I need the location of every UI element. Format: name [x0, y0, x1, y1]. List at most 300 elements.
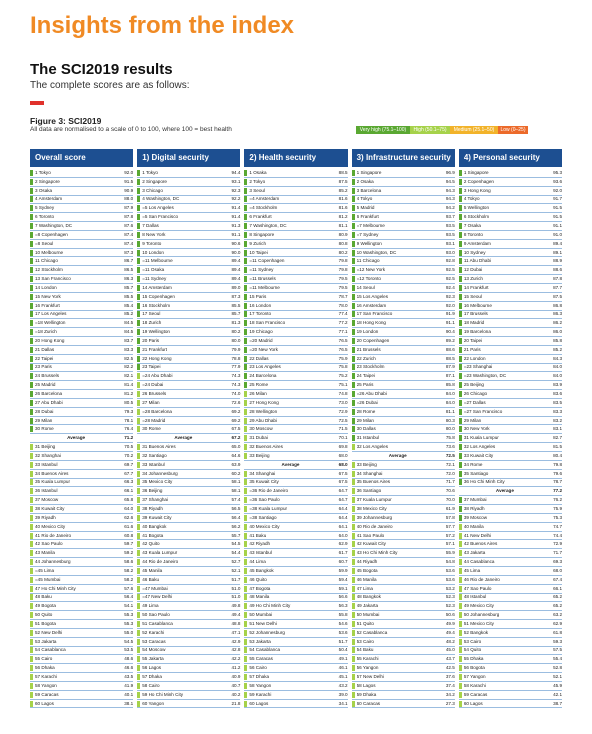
score-value: 80.0 — [231, 337, 241, 343]
score-value: 57.5 — [553, 647, 563, 653]
score-value: 80.9 — [338, 231, 348, 237]
score-value: 52.1 — [553, 674, 563, 680]
score-value: 72.9 — [553, 541, 563, 547]
table-row — [30, 337, 133, 346]
score-value: 84.0 — [553, 373, 563, 379]
score-value: 70.5 — [124, 444, 134, 450]
score-band-marker — [137, 196, 140, 202]
score-band-marker — [30, 347, 33, 353]
city-name: 41 Baku — [249, 532, 267, 538]
city-name: 39 Riyadh — [35, 514, 56, 520]
score-band-marker — [137, 373, 140, 379]
score-band-marker — [352, 285, 355, 291]
city-name: =12 New York — [356, 267, 386, 273]
table-row — [137, 691, 240, 700]
score-value: 55.3 — [124, 612, 134, 618]
city-name: 25 Beijing — [463, 382, 484, 388]
score-value: 92.3 — [445, 293, 455, 299]
score-band-marker — [352, 188, 355, 194]
city-name: 31 Beijing — [35, 444, 56, 450]
score-band-marker — [244, 214, 247, 220]
table-row — [244, 620, 347, 629]
score-value: 59.2 — [124, 550, 134, 556]
score-band-marker — [30, 506, 33, 512]
table-row — [137, 479, 240, 488]
city-name: 22 Dallas — [249, 355, 269, 361]
score-band-marker — [30, 329, 33, 335]
table-row — [30, 638, 133, 647]
score-value: 46.6 — [124, 665, 134, 671]
score-band-marker — [244, 356, 247, 362]
score-band-marker — [244, 488, 247, 494]
score-value: 51.7 — [338, 638, 348, 644]
score-band-marker — [352, 214, 355, 220]
score-band-marker — [30, 630, 33, 636]
score-value: 82.1 — [124, 373, 134, 379]
score-band-marker — [352, 329, 355, 335]
score-value: 52.3 — [445, 603, 455, 609]
score-value: 66.3 — [124, 479, 134, 485]
city-name: 7 Osaka — [463, 222, 481, 228]
score-value: 70.6 — [445, 488, 455, 494]
score-band-marker — [137, 391, 140, 397]
city-name: 56 Yangon — [356, 665, 379, 671]
table-row — [244, 567, 347, 576]
table-row — [137, 461, 240, 470]
table-row — [137, 319, 240, 328]
score-value: 76.5 — [338, 337, 348, 343]
score-value: 87.5 — [553, 293, 563, 299]
city-name: 31 Buenos Aires — [142, 444, 176, 450]
city-name: =23 Washington, DC — [463, 373, 507, 379]
score-value: 75.3 — [553, 514, 563, 520]
score-value: 92.0 — [553, 187, 563, 193]
score-value: 61.6 — [124, 523, 134, 529]
score-band-marker — [30, 701, 33, 707]
score-band-marker — [244, 683, 247, 689]
score-band-marker — [137, 418, 140, 424]
city-name: 44 Rio de Janeiro — [142, 559, 179, 565]
score-band-marker — [352, 701, 355, 707]
score-value: 81.3 — [231, 320, 241, 326]
score-value: 76.4 — [124, 426, 134, 432]
score-value: 57.2 — [445, 532, 455, 538]
table-row — [30, 487, 133, 496]
city-name: 29 Abu Dhabi — [249, 417, 277, 423]
score-band-marker — [30, 276, 33, 282]
score-value: 62.9 — [338, 541, 348, 547]
table-row — [30, 372, 133, 381]
city-name: 11 Chicago — [35, 258, 58, 264]
score-value: 81.1 — [445, 408, 455, 414]
table-row — [137, 532, 240, 541]
table-row — [137, 700, 240, 709]
score-band-marker — [244, 373, 247, 379]
table-row — [30, 222, 133, 231]
score-band-marker — [137, 701, 140, 707]
score-value: 94.5 — [445, 178, 455, 184]
city-name: 1 Tokyo — [35, 169, 51, 175]
score-band-marker — [459, 701, 462, 707]
score-band-marker — [459, 462, 462, 468]
score-band-marker — [244, 382, 247, 388]
city-name: 39 Kuwait City — [142, 514, 172, 520]
city-name: 53 Cairo — [463, 638, 482, 644]
score-value: 79.8 — [338, 267, 348, 273]
city-name: 30 Rome — [35, 426, 54, 432]
table-row — [137, 204, 240, 213]
table-row — [137, 611, 240, 620]
score-band-marker — [244, 568, 247, 574]
score-band-marker — [244, 541, 247, 547]
city-name: 16 Amsterdam — [356, 302, 387, 308]
score-value: 84.0 — [445, 399, 455, 405]
table-row — [30, 213, 133, 222]
city-name: 49 Ho Chi Minh City — [249, 603, 291, 609]
table-row — [244, 381, 347, 390]
score-value: 86.3 — [553, 311, 563, 317]
city-name: 17 San Francisco — [356, 311, 393, 317]
city-name: 21 Dallas — [35, 346, 55, 352]
table-row — [137, 266, 240, 275]
score-band-marker — [30, 488, 33, 494]
table-row — [30, 585, 133, 594]
city-name: 59 Dhaka — [356, 691, 377, 697]
score-band-marker — [244, 524, 247, 530]
score-value: 54.6 — [338, 620, 348, 626]
table-row — [459, 443, 562, 452]
score-value: 81.6 — [338, 205, 348, 211]
city-name: 36 Istanbul — [35, 488, 58, 494]
score-band-marker — [352, 426, 355, 432]
score-value: 43.2 — [338, 682, 348, 688]
score-value: 55.7 — [231, 532, 241, 538]
table-row — [352, 231, 455, 240]
city-name: 12 Dubai — [463, 267, 483, 273]
score-band-marker — [459, 382, 462, 388]
score-band-marker — [459, 479, 462, 485]
score-column — [30, 149, 133, 729]
table-row — [244, 240, 347, 249]
score-value: 42.1 — [553, 691, 563, 697]
average-row — [459, 487, 562, 496]
score-band-marker — [30, 214, 33, 220]
score-value: 49.4 — [445, 629, 455, 635]
table-row — [459, 355, 562, 364]
city-name: 40 Manila — [463, 523, 484, 529]
score-value: 85.5 — [124, 293, 134, 299]
score-value: 69.8 — [338, 444, 348, 450]
city-name: 32 Shanghai — [35, 452, 61, 458]
city-name: 23 Los Angeles — [249, 364, 281, 370]
score-value: 65.8 — [124, 497, 134, 503]
score-value: 52.8 — [553, 665, 563, 671]
city-name: 18 Madrid — [463, 320, 485, 326]
score-band-marker — [352, 196, 355, 202]
score-band-marker — [30, 692, 33, 698]
score-band-marker — [30, 196, 33, 202]
score-band-marker — [30, 303, 33, 309]
score-value: 76.2 — [553, 497, 563, 503]
score-band-marker — [459, 444, 462, 450]
score-value: 94.4 — [231, 169, 241, 175]
score-value: 67.5 — [231, 426, 241, 432]
score-band-marker — [137, 568, 140, 574]
score-value: 53.6 — [445, 576, 455, 582]
score-value: 78.7 — [338, 293, 348, 299]
score-value: 67.4 — [553, 576, 563, 582]
score-value: 57.1 — [445, 541, 455, 547]
table-row — [459, 346, 562, 355]
score-band-marker — [30, 639, 33, 645]
score-band-marker — [459, 418, 462, 424]
city-name: 11 Abu Dhabi — [463, 258, 492, 264]
score-value: 61.9 — [445, 505, 455, 511]
score-value: 56.5 — [231, 505, 241, 511]
city-name: 47 Sao Paulo — [463, 585, 492, 591]
city-name: 33 Beijing — [356, 461, 377, 467]
city-name: 38 Mexico City — [356, 505, 387, 511]
city-name: 15 Los Angeles — [356, 293, 389, 299]
score-band-marker — [244, 692, 247, 698]
table-row — [352, 399, 455, 408]
table-row — [459, 664, 562, 673]
score-band-marker — [30, 170, 33, 176]
score-value: 21.8 — [231, 700, 241, 706]
score-value: 58.1 — [231, 488, 241, 494]
score-value: 85.7 — [124, 284, 134, 290]
city-name: 49 Mexico City — [463, 603, 494, 609]
score-band-marker — [30, 479, 33, 485]
table-row — [30, 390, 133, 399]
score-value: 55.8 — [338, 612, 348, 618]
score-band-marker — [137, 515, 140, 521]
city-name: 55 Jakarta — [142, 656, 164, 662]
table-row — [459, 655, 562, 664]
city-name: 35 Kuwait City — [249, 479, 279, 485]
score-value: 54.4 — [231, 550, 241, 556]
score-band-marker — [352, 356, 355, 362]
score-value: 65.2 — [553, 603, 563, 609]
column-header: 3) Infrastructure security — [352, 149, 455, 167]
city-name: 53 Jakarta — [35, 638, 57, 644]
score-band-marker — [244, 630, 247, 636]
city-name: 5 Madrid — [356, 205, 375, 211]
table-row — [30, 549, 133, 558]
score-band-marker — [244, 329, 247, 335]
score-value: 57.8 — [445, 514, 455, 520]
score-value: 72.6 — [231, 399, 241, 405]
score-band-marker — [459, 674, 462, 680]
score-band-marker — [137, 683, 140, 689]
table-row — [459, 425, 562, 434]
score-value: 66.1 — [124, 488, 134, 494]
table-row — [30, 470, 133, 479]
table-row — [137, 585, 240, 594]
score-value: 67.5 — [338, 479, 348, 485]
table-row — [137, 390, 240, 399]
table-row — [244, 647, 347, 656]
score-band-marker — [137, 435, 140, 441]
score-band-marker — [352, 506, 355, 512]
table-row — [459, 470, 562, 479]
table-row — [459, 647, 562, 656]
table-row — [459, 417, 562, 426]
table-row — [459, 196, 562, 205]
city-name: 51 Bogota — [35, 620, 56, 626]
score-band-marker — [352, 373, 355, 379]
score-band-marker — [244, 550, 247, 556]
city-name: 58 Yangon — [249, 682, 272, 688]
score-value: 75.9 — [338, 355, 348, 361]
table-row — [30, 700, 133, 709]
score-band-marker — [137, 497, 140, 503]
table-row — [30, 355, 133, 364]
score-value: 58.2 — [124, 567, 134, 573]
city-name: 43 Jakarta — [463, 550, 486, 556]
city-name: 50 Quito — [35, 612, 53, 618]
city-name: 5 Wellington — [463, 205, 490, 211]
average-row — [352, 452, 455, 461]
table-row — [352, 523, 455, 532]
score-band-marker — [30, 612, 33, 618]
city-name: 57 Karachi — [35, 674, 57, 680]
city-name: 53 Caracas — [142, 638, 166, 644]
city-name: 46 Manila — [356, 576, 377, 582]
score-value: 51.0 — [231, 585, 241, 591]
score-value: 85.2 — [338, 187, 348, 193]
table-row — [30, 691, 133, 700]
city-name: 4 Tokyo — [463, 196, 480, 202]
table-row — [137, 647, 240, 656]
table-row — [30, 611, 133, 620]
table-row — [244, 540, 347, 549]
city-name: 25 Madrid — [35, 382, 56, 388]
city-name: 1 Singapore — [356, 169, 382, 175]
score-value: 54.5 — [124, 638, 134, 644]
score-band-marker — [352, 674, 355, 680]
city-name: 25 Rome — [249, 382, 269, 388]
city-name: 49 Bogota — [35, 603, 56, 609]
score-band-marker — [137, 338, 140, 344]
score-value: 72.5 — [338, 417, 348, 423]
score-band-marker — [137, 479, 140, 485]
score-band-marker — [459, 577, 462, 583]
table-row — [459, 505, 562, 514]
table-row — [352, 178, 455, 187]
score-band-marker — [459, 329, 462, 335]
city-name: 46 Quito — [249, 576, 267, 582]
score-value: 80.8 — [338, 240, 348, 246]
score-band-marker — [459, 541, 462, 547]
score-value: 58.1 — [231, 479, 241, 485]
score-band-marker — [137, 550, 140, 556]
score-value: 83.5 — [553, 399, 563, 405]
score-band-marker — [459, 594, 462, 600]
score-value: 87.7 — [553, 284, 563, 290]
city-name: 45 Lima — [463, 567, 481, 573]
score-value: 41.9 — [124, 682, 134, 688]
score-value: 58.2 — [124, 576, 134, 582]
score-value: 84.5 — [124, 320, 134, 326]
score-value: 93.5 — [445, 222, 455, 228]
score-band-marker — [352, 303, 355, 309]
table-row — [352, 514, 455, 523]
score-band-marker — [137, 232, 140, 238]
score-value: 92.5 — [445, 276, 455, 282]
city-name: =11 Melbourne — [142, 258, 173, 264]
score-band-marker — [459, 683, 462, 689]
table-row — [30, 178, 133, 187]
table-row — [137, 673, 240, 682]
score-band-marker — [352, 621, 355, 627]
city-name: =4 Amsterdam — [249, 196, 280, 202]
score-band-marker — [30, 674, 33, 680]
city-name: 56 Dhaka — [35, 665, 55, 671]
table-row — [352, 496, 455, 505]
table-row — [459, 222, 562, 231]
score-value: 49.8 — [231, 603, 241, 609]
score-band-marker — [352, 294, 355, 300]
table-row — [30, 284, 133, 293]
table-row — [244, 231, 347, 240]
city-name: 56 Lagos — [142, 665, 162, 671]
city-name: 57 Dhaka — [142, 674, 162, 680]
score-band-marker — [244, 391, 247, 397]
score-band-marker — [30, 656, 33, 662]
city-name: =45 Mumbai — [35, 576, 61, 582]
score-value: 80.2 — [231, 329, 241, 335]
score-band-marker — [352, 223, 355, 229]
score-band-marker — [244, 453, 247, 459]
score-band-marker — [244, 170, 247, 176]
score-column — [137, 149, 240, 729]
score-band-marker — [30, 179, 33, 185]
score-band-marker — [352, 533, 355, 539]
score-value: 93.7 — [445, 214, 455, 220]
city-name: 8 New York — [142, 231, 166, 237]
table-row — [244, 355, 347, 364]
score-band-marker — [352, 647, 355, 653]
table-row — [137, 169, 240, 178]
score-band-marker — [137, 559, 140, 565]
table-row — [459, 638, 562, 647]
score-value: 61.8 — [553, 629, 563, 635]
score-value: 84.0 — [553, 364, 563, 370]
score-value: 59.9 — [338, 567, 348, 573]
score-value: 41.2 — [231, 665, 241, 671]
score-value: 86.7 — [124, 258, 134, 264]
city-name: 47 Ho Chi Minh City — [35, 585, 76, 591]
score-band-marker — [459, 488, 462, 494]
score-band-marker — [30, 320, 33, 326]
score-band-marker — [352, 391, 355, 397]
score-value: 79.8 — [553, 461, 563, 467]
city-name: 31 Kuala Lumpur — [463, 435, 499, 441]
score-value: 91.1 — [553, 222, 563, 228]
table-row — [30, 594, 133, 603]
city-name: 52 New Delhi — [35, 629, 63, 635]
table-row — [244, 470, 347, 479]
table-row — [244, 602, 347, 611]
city-name: =4 Stockholm — [249, 205, 278, 211]
score-value: 82.5 — [124, 355, 134, 361]
table-row — [352, 479, 455, 488]
score-value: 55.0 — [124, 629, 134, 635]
table-row — [137, 364, 240, 373]
city-name: 54 Casablanca — [35, 647, 66, 653]
city-name: 54 Moscow — [142, 647, 166, 653]
